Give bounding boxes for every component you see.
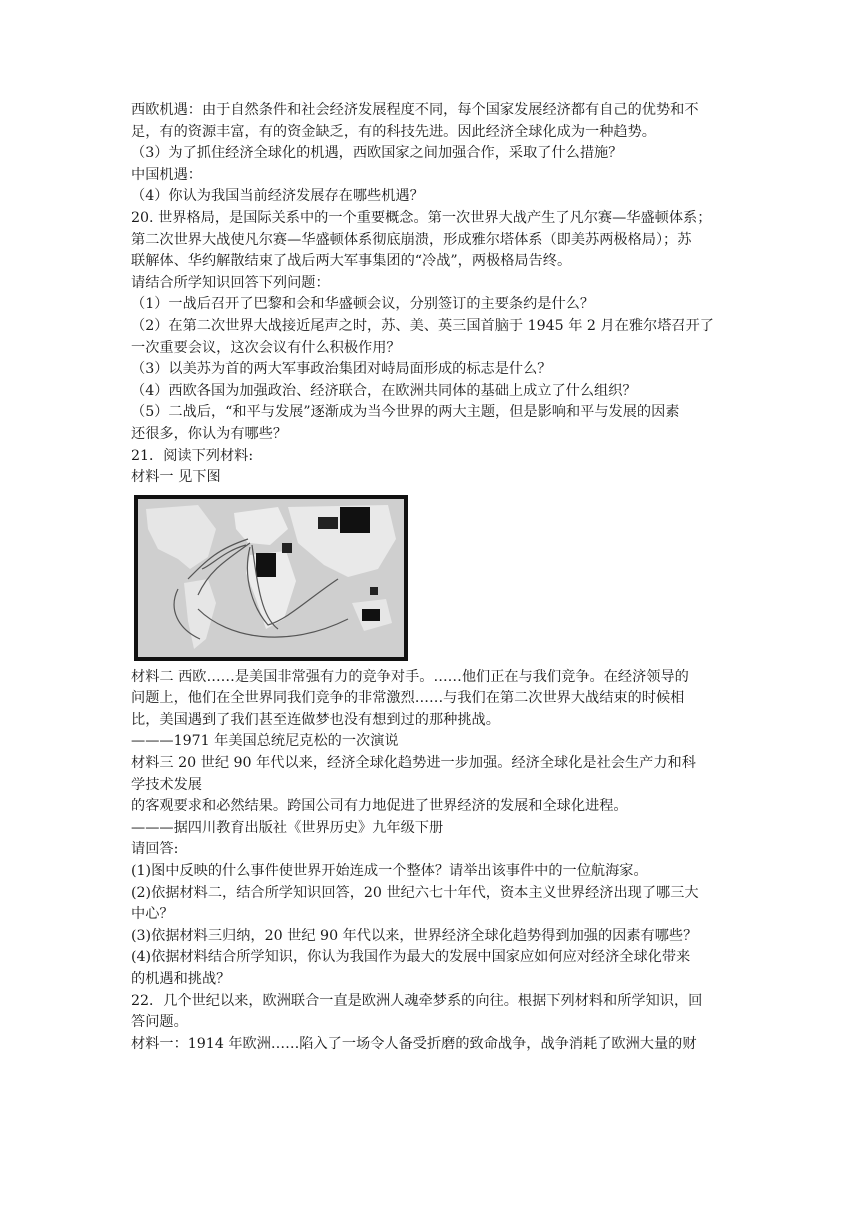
text-line: 材料一：1914 年欧洲……陷入了一场令人备受折磨的致命战争，战争消耗了欧洲大量的财 (131, 1035, 697, 1052)
text-line: （1）一战后召开了巴黎和会和华盛顿会议，分别签订的主要条约是什么？ (131, 296, 595, 313)
text-line: 还很多，你认为有哪些？ (131, 425, 288, 442)
text-line: （4）西欧各国为加强政治、经济联合，在欧洲共同体的基础上成立了什么组织？ (131, 382, 637, 399)
text-line: 一次重要会议，这次会议有什么积极作用？ (131, 339, 401, 356)
text-line: (4)依据材料结合所学知识，你认为我国作为最大的发展中国家应如何应对经济全球化带来 (131, 949, 691, 966)
text-line: 学技术发展 (131, 776, 202, 793)
text-line: 材料二 西欧……是美国非常强有力的竞争对手。……他们正在与我们竞争。在经济领导的 (131, 668, 689, 685)
text-line: (2)依据材料二，结合所学知识回答，20 世纪六七十年代，资本主义世界经济出现了哪三大 (131, 884, 699, 901)
text-line: 第二次世界大战使凡尔赛—华盛顿体系彻底崩溃，形成雅尔塔体系（即美苏两极格局）；苏 (131, 231, 692, 248)
text-line: 的机遇和挑战？ (131, 971, 231, 987)
text-before-figure (131, 100, 733, 489)
text-line: 材料三 20 世纪 90 年代以来，经济全球化趋势进一步加强。经济全球化是社会生产力和科 (131, 755, 696, 772)
text-line: 20. 世界格局，是国际关系中的一个重要概念。第一次世界大战产生了凡尔赛—华盛顿体系； (131, 209, 712, 226)
text-line: ———1971 年美国总统尼克松的一次演说 (131, 733, 399, 750)
text-line: （3）为了抓住经济全球化的机遇，西欧国家之间加强合作，采取了什么措施？ (131, 145, 623, 162)
text-line: 材料一 见下图 (131, 469, 221, 486)
document-body (131, 100, 733, 1055)
voyage-map-icon (138, 499, 404, 657)
text-line: （2）在第二次世界大战接近尾声之时，苏、美、英三国首脑于 1945 年 2 月在雅尔塔召开了 (131, 317, 714, 334)
text-line: 足，有的资源丰富，有的资金缺乏，有的科技先进。因此经济全球化成为一种趋势。 (131, 123, 656, 140)
text-after-figure (131, 667, 733, 1056)
text-line: 中国机遇： (131, 166, 202, 183)
text-line: 请结合所学知识回答下列问题： (131, 274, 330, 291)
text-line: 请回答: (131, 841, 179, 858)
text-line: 的客观要求和必然结果。跨国公司有力地促进了世界经济的发展和全球化进程。 (131, 798, 628, 815)
text-line: (3)依据材料三归纳，20 世纪 90 年代以来，世界经济全球化趋势得到加强的因素有哪些？ (131, 927, 698, 944)
text-line: （5）二战后，“和平与发展”逐渐成为当今世界的两大主题，但是影响和平与发展的因素 (131, 404, 680, 421)
text-line: 联解体、华约解散结束了战后两大军事集团的“冷战”，两极格局告终。 (131, 253, 572, 270)
text-line: 西欧机遇：由于自然条件和社会经济发展程度不同，每个国家发展经济都有自己的优势和不 (131, 102, 699, 118)
text-line: 21．阅读下列材料: (131, 447, 254, 464)
text-line: （3）以美苏为首的两大军事政治集团对峙局面形成的标志是什么？ (131, 361, 552, 378)
text-line: （4）你认为我国当前经济发展存在哪些机遇？ (131, 188, 424, 205)
text-line: ———据四川教育出版社《世界历史》九年级下册 (131, 819, 444, 836)
text-line: 22．几个世纪以来，欧洲联合一直是欧洲人魂牵梦系的向往。根据下列材料和所学知识，回 (131, 992, 703, 1009)
text-line: (1)图中反映的什么事件使世界开始连成一个整体？请举出该事件中的一位航海家。 (131, 863, 648, 880)
text-line: 答问题。 (131, 1014, 188, 1031)
text-line: 比，美国遇到了我们甚至连做梦也没有想到过的那种挑战。 (131, 711, 500, 728)
text-line: 中心？ (131, 906, 174, 923)
text-line: 问题上，他们在全世界同我们竞争的非常激烈……与我们在第二次世界大战结束的时候相 (131, 690, 685, 707)
world-map-figure (134, 495, 408, 661)
